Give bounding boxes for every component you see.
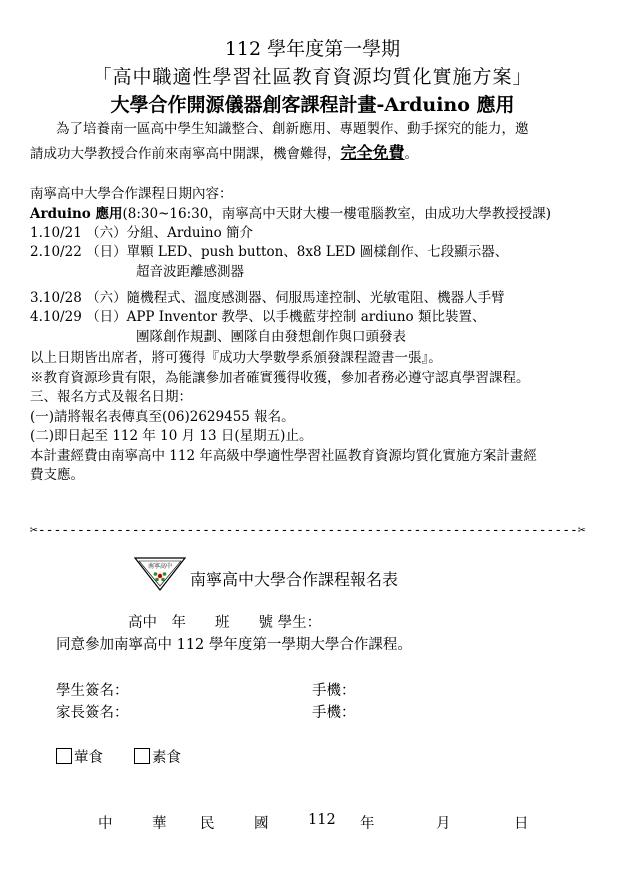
schedule-item-3: 3.10/28 （六）隨機程式、溫度感測器、伺服馬達控制、光敏電阻、機器人手臂 [30, 290, 505, 306]
date-char-min: 民 [200, 816, 215, 832]
student-info-line: 高中 年 班 號 學生： [128, 615, 322, 631]
resources-note: ※教育資源珍貴有限，為能讓參加者確實獲得收獲，參加者務必遵守認真學習課程。 [30, 370, 530, 386]
date-day-label: 日 [514, 816, 529, 832]
intro-line-1: 為了培養南一區高中學生知識整合、創新應用、專題製作、動手探究的能力，邀 [56, 121, 529, 137]
registration-heading: 三、報名方式及報名日期： [30, 389, 192, 405]
schedule-item-2-cont: 超音波距離感測器 [136, 264, 244, 280]
meal-veg-label: 素食 [152, 750, 181, 766]
schedule-item-4: 4.10/29 （日）APP Inventor 教學、以手機藍芽控制 ardiuno 類比裝置、 [30, 309, 486, 325]
meal-meat-checkbox[interactable] [56, 748, 72, 764]
meal-veg-checkbox[interactable] [134, 748, 150, 764]
date-char-guo: 國 [254, 816, 269, 832]
student-signature-label: 學生簽名： [56, 683, 129, 699]
course-line [30, 202, 551, 222]
title-course-plan: 大學合作開源儀器創客課程計畫-Arduino 應用 [110, 94, 515, 116]
registration-item-1: (一)請將報名表傳真至(06)2629455 報名。 [30, 409, 295, 425]
cut-line-separator: ✂---------------------------------------------------------------------✂ [30, 523, 586, 538]
form-title: 南寧高中大學合作課程報名表 [190, 570, 399, 589]
date-year-value: 112 [308, 812, 336, 828]
school-logo-text: 南寧高中 [147, 563, 173, 570]
date-char-hua: 華 [152, 816, 167, 832]
funding-line-2: 費支應。 [30, 467, 84, 483]
intro-line-2 [30, 140, 418, 163]
free-emphasis: 完全免費 [340, 143, 405, 162]
meal-meat-option[interactable] [56, 746, 103, 767]
intro-line-2-suffix: 。 [404, 146, 419, 162]
meal-veg-option[interactable] [134, 746, 181, 767]
course-detail: (8:30~16:30，南寧高中天財大樓一樓電腦教室，由成功大學教授授課) [122, 206, 552, 222]
parent-signature-label: 家長簽名： [56, 705, 129, 721]
course-name: Arduino 應用 [30, 206, 123, 222]
schedule-item-4-cont: 團隊創作規劃、團隊自由發想創作與口頭發表 [136, 329, 406, 345]
student-phone-label: 手機： [312, 683, 356, 699]
agree-line: 同意參加南寧高中 112 學年度第一學期大學合作課程。 [56, 637, 412, 653]
school-logo-icon [133, 556, 187, 592]
date-month-label: 月 [436, 816, 451, 832]
meal-meat-label: 葷食 [74, 750, 103, 766]
schedule-heading: 南寧高中大學合作課程日期內容： [30, 186, 233, 202]
title-semester: 112 學年度第一學期 [224, 38, 401, 60]
funding-line-1: 本計畫經費由南寧高中 112 年高級中學適性學習社區教育資源均質化實施方案計畫經 [30, 448, 537, 464]
intro-line-2-prefix: 請成功大學教授合作前來南寧高中開課，機會難得， [30, 146, 341, 162]
registration-item-2: (二)即日起至 112 年 10 月 13 日(星期五)止。 [30, 428, 313, 444]
title-program: 「高中職適性學習社區教育資源均質化實施方案」 [92, 66, 533, 88]
schedule-item-2: 2.10/22 （日）單顆 LED、push button、8x8 LED 圖樣創作、七段顯示器、 [30, 244, 509, 260]
parent-phone-label: 手機： [312, 705, 356, 721]
certificate-note: 以上日期皆出席者，將可獲得『成功大學數學系頒發課程證書一張』。 [30, 350, 442, 366]
date-char-zhong: 中 [98, 816, 113, 832]
schedule-item-1: 1.10/21 （六）分組、Arduino 簡介 [30, 225, 254, 241]
date-year-label: 年 [360, 816, 375, 832]
